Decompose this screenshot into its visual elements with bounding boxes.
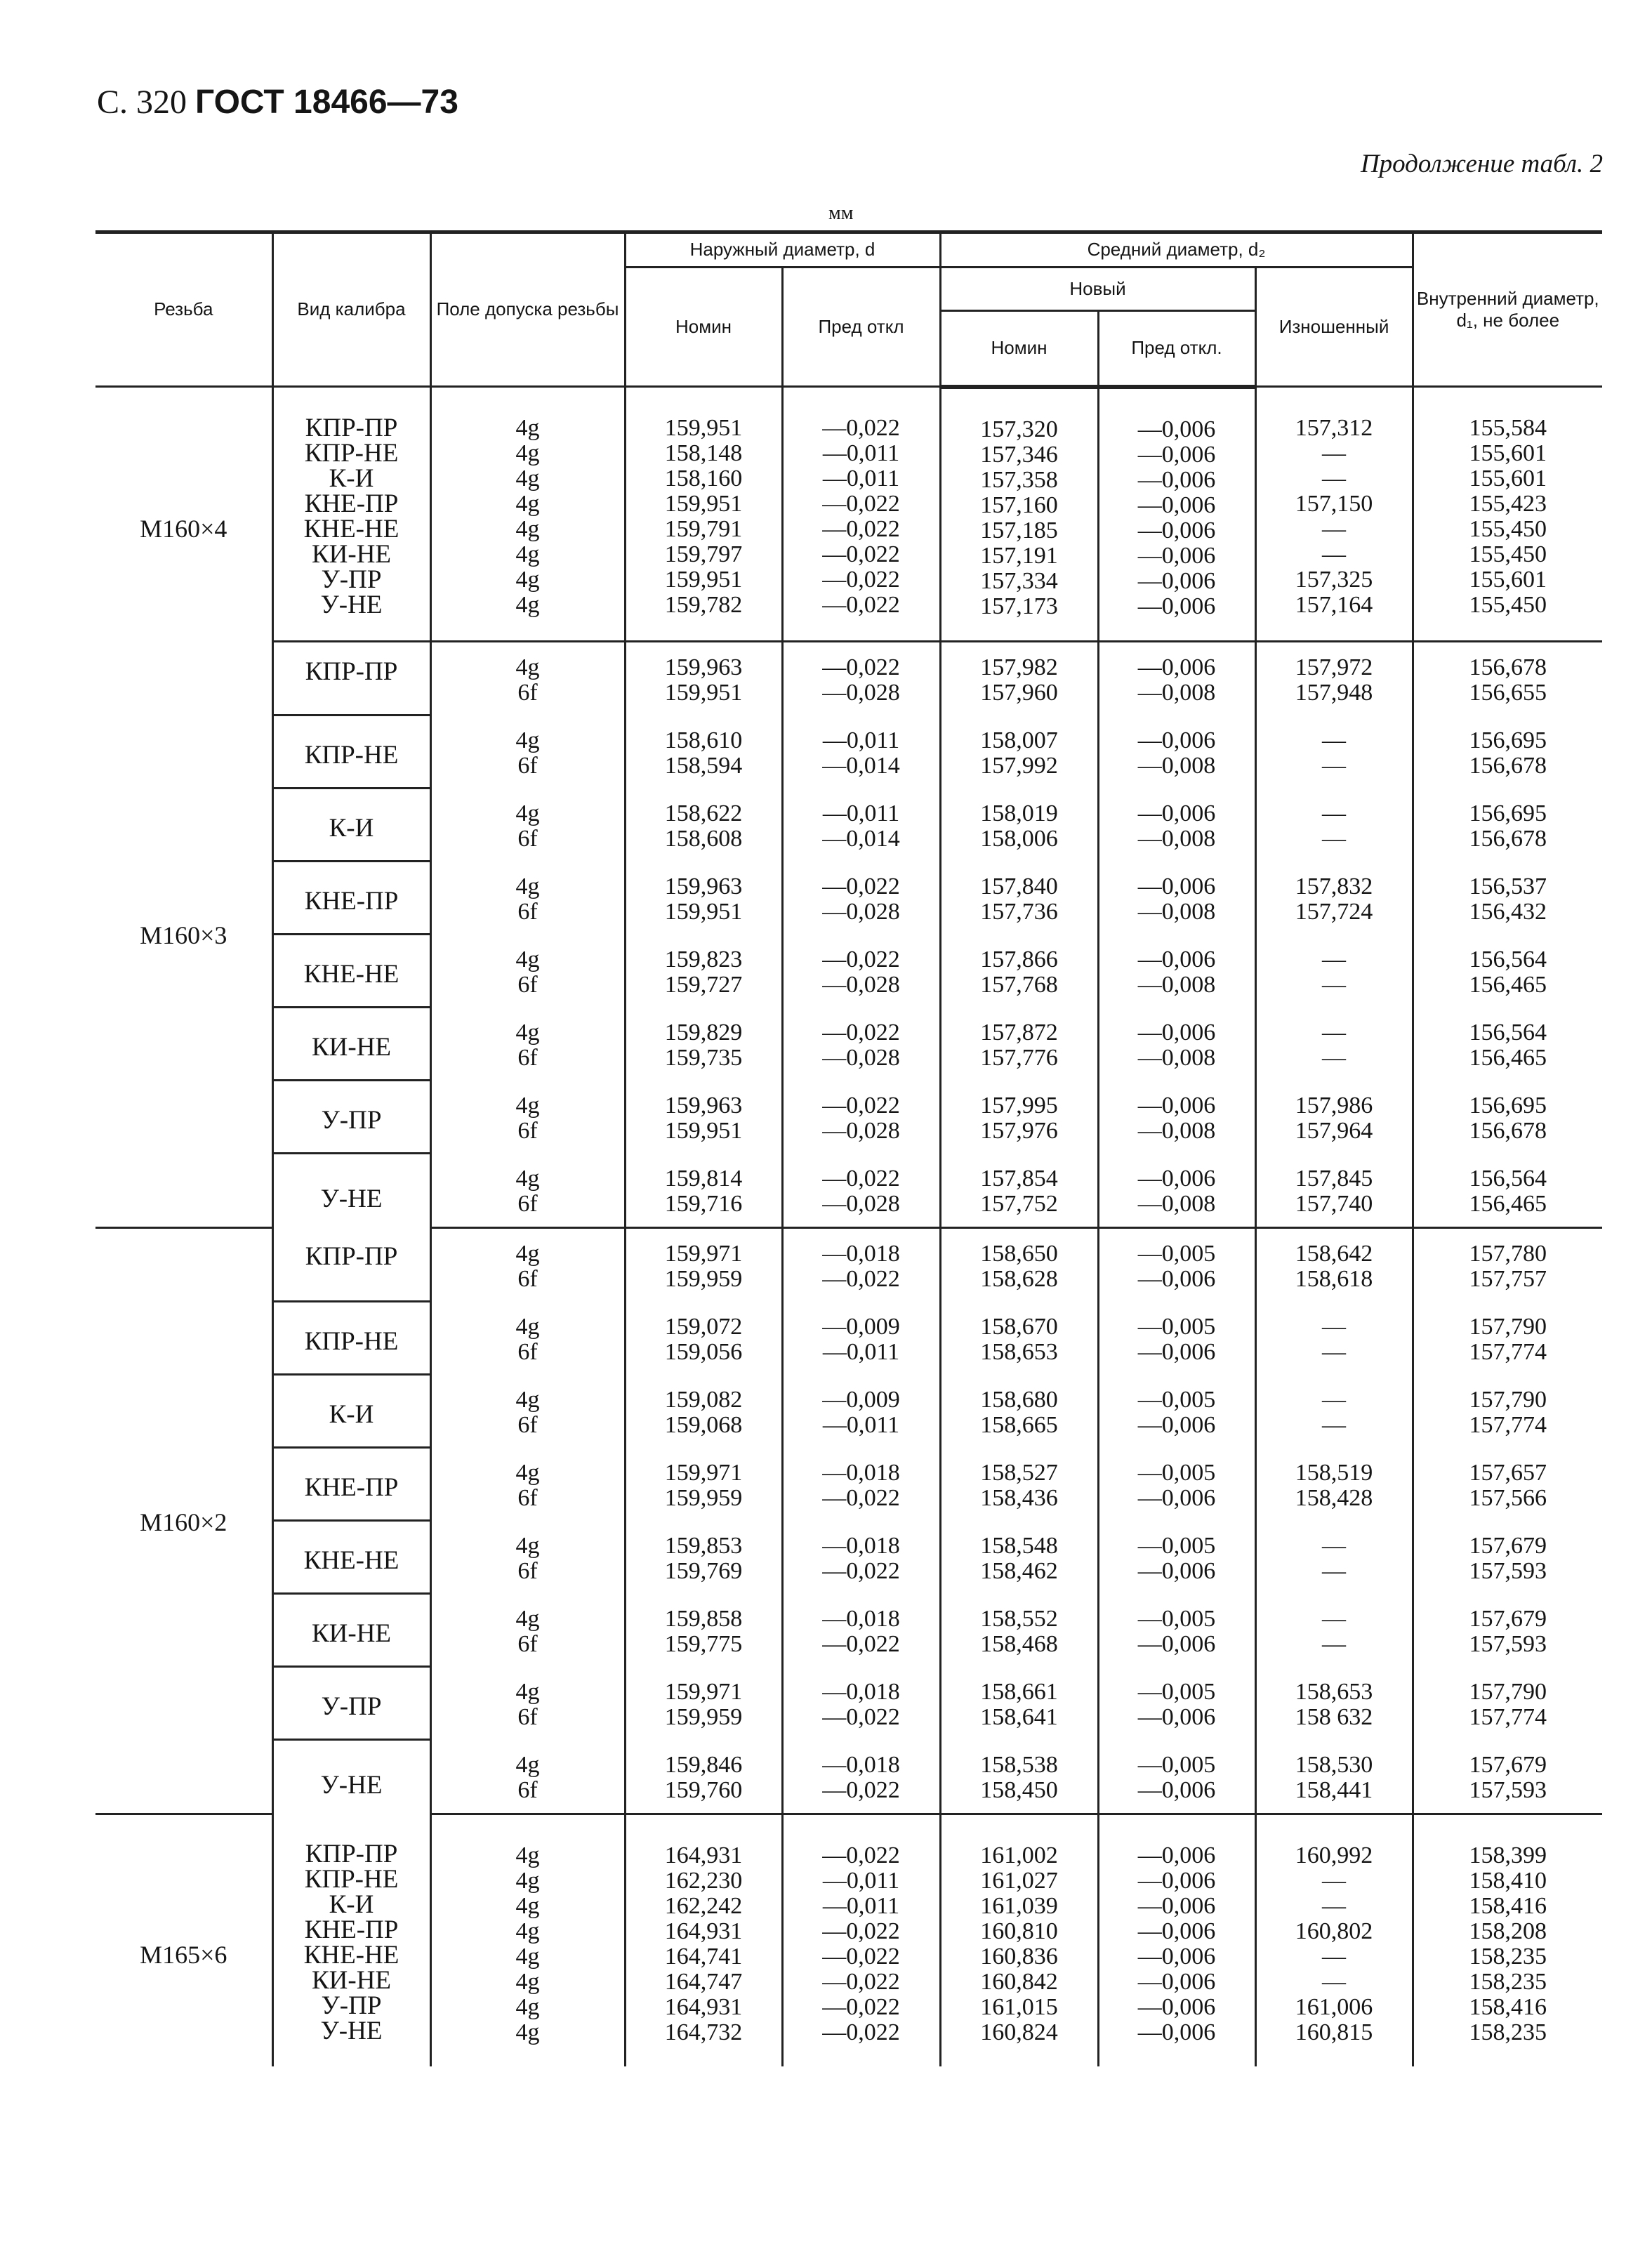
worn-cell: — — xyxy=(1255,789,1413,862)
pitch-deviation-cell: —0,005 —0,006 xyxy=(1098,1667,1255,1740)
gauge-type-cell: У-НЕ xyxy=(272,1154,430,1228)
inner-diameter-cell: 156,564 156,465 xyxy=(1413,935,1602,1008)
table-row xyxy=(95,935,1602,1008)
outer-nominal-cell: 158,622 158,608 xyxy=(625,789,782,862)
pitch-deviation-cell: —0,006 —0,008 xyxy=(1098,862,1255,935)
table-row xyxy=(95,1521,1602,1594)
outer-nominal-cell: 159,814 159,716 xyxy=(625,1154,782,1228)
tolerance-cell: 4g 6f xyxy=(430,1227,625,1302)
inner-diameter-cell: 157,790 157,774 xyxy=(1413,1667,1602,1740)
worn-cell: 157,832 157,724 xyxy=(1255,862,1413,935)
table-row xyxy=(95,1667,1602,1740)
outer-nominal-cell: 159,823 159,727 xyxy=(625,935,782,1008)
inner-diameter-cell: 157,780 157,757 xyxy=(1413,1227,1602,1302)
inner-diameter-cell: 157,679 157,593 xyxy=(1413,1521,1602,1594)
table-row xyxy=(95,862,1602,935)
outer-nominal-cell: 159,971 159,959 xyxy=(625,1448,782,1521)
page-number: С. 320 xyxy=(97,84,187,121)
inner-diameter-cell: 156,695 156,678 xyxy=(1413,789,1602,862)
outer-deviation-cell: —0,009 —0,011 xyxy=(782,1375,940,1448)
inner-diameter-cell: 158,399 158,410 158,416 158,208 158,235 158,235 158,416 158,235 xyxy=(1413,1814,1602,2066)
pitch-nominal-cell: 158,670 158,653 xyxy=(940,1302,1098,1375)
table-row xyxy=(95,1008,1602,1081)
worn-cell: — — xyxy=(1255,715,1413,789)
gauge-type-cell: КПР-ПР КПР-НЕ К-И КНЕ-ПР КНЕ-НЕ КИ-НЕ У-ПР У-НЕ xyxy=(272,1814,430,2066)
table-row xyxy=(95,1227,1602,1302)
inner-diameter-cell: 157,657 157,566 xyxy=(1413,1448,1602,1521)
tolerance-cell: 4g 6f xyxy=(430,1594,625,1667)
gauge-type-cell: КПР-ПР xyxy=(272,1227,430,1302)
pitch-deviation-cell: —0,006 —0,008 xyxy=(1098,641,1255,715)
tolerance-cell: 4g 6f xyxy=(430,1521,625,1594)
col-new: Новый xyxy=(940,268,1255,311)
pitch-deviation-cell: —0,006 —0,006 —0,006 —0,006 —0,006 —0,006 —0,006 —0,006 xyxy=(1098,387,1255,642)
standard-title: ГОСТ 18466—73 xyxy=(195,84,458,121)
col-outer-nominal: Номин xyxy=(625,268,782,387)
tolerance-cell: 4g 4g 4g 4g 4g 4g 4g 4g xyxy=(430,387,625,642)
gauge-type-cell: КПР-ПР xyxy=(272,641,430,715)
outer-deviation-cell: —0,018 —0,022 xyxy=(782,1448,940,1521)
pitch-deviation-cell: —0,005 —0,006 xyxy=(1098,1302,1255,1375)
inner-diameter-cell: 156,678 156,655 xyxy=(1413,641,1602,715)
outer-nominal-cell: 159,082 159,068 xyxy=(625,1375,782,1448)
pitch-deviation-cell: —0,005 —0,006 xyxy=(1098,1375,1255,1448)
worn-cell: 157,312 — — 157,150 — — 157,325 157,164 xyxy=(1255,387,1413,642)
gauge-type-cell: КНЕ-ПР xyxy=(272,1448,430,1521)
table-row xyxy=(95,1375,1602,1448)
gauge-type-cell: У-НЕ xyxy=(272,1740,430,1814)
tolerance-cell: 4g 6f xyxy=(430,1081,625,1154)
col-inner-diameter: Внутренний диаметр, d₁, не более xyxy=(1413,232,1602,387)
outer-deviation-cell: —0,022 —0,028 xyxy=(782,1008,940,1081)
worn-cell: 158,653 158 632 xyxy=(1255,1667,1413,1740)
inner-diameter-cell: 157,679 157,593 xyxy=(1413,1594,1602,1667)
inner-diameter-cell: 157,679 157,593 xyxy=(1413,1740,1602,1814)
inner-diameter-cell: 156,695 156,678 xyxy=(1413,1081,1602,1154)
pitch-nominal-cell: 157,840 157,736 xyxy=(940,862,1098,935)
table-body xyxy=(95,387,1602,2066)
col-thread: Резьба xyxy=(95,232,272,387)
tolerance-cell: 4g 6f xyxy=(430,935,625,1008)
col-outer-deviation: Пред откл xyxy=(782,268,940,387)
outer-nominal-cell: 159,963 159,951 xyxy=(625,862,782,935)
gauge-type-cell: КНЕ-НЕ xyxy=(272,935,430,1008)
inner-diameter-cell: 157,790 157,774 xyxy=(1413,1302,1602,1375)
pitch-nominal-cell: 158,548 158,462 xyxy=(940,1521,1098,1594)
unit-label: мм xyxy=(828,202,854,224)
gauge-type-cell: У-ПР xyxy=(272,1081,430,1154)
pitch-nominal-cell: 158,680 158,665 xyxy=(940,1375,1098,1448)
pitch-deviation-cell: —0,006 —0,008 xyxy=(1098,1008,1255,1081)
outer-deviation-cell: —0,018 —0,022 xyxy=(782,1667,940,1740)
pitch-nominal-cell: 157,995 157,976 xyxy=(940,1081,1098,1154)
pitch-nominal-cell: 158,007 157,992 xyxy=(940,715,1098,789)
table-row xyxy=(95,1448,1602,1521)
table-row xyxy=(95,1154,1602,1228)
pitch-nominal-cell: 158,019 158,006 xyxy=(940,789,1098,862)
outer-nominal-cell: 164,931 162,230 162,242 164,931 164,741 164,747 164,931 164,732 xyxy=(625,1814,782,2066)
gauge-type-cell: К-И xyxy=(272,1375,430,1448)
pitch-deviation-cell: —0,006 —0,008 xyxy=(1098,1154,1255,1228)
pitch-deviation-cell: —0,006 —0,008 xyxy=(1098,715,1255,789)
thread-cell: M160×3 xyxy=(95,641,272,1227)
col-outer-diameter: Наружный диаметр, d xyxy=(625,232,940,268)
pitch-nominal-cell: 158,538 158,450 xyxy=(940,1740,1098,1814)
gauge-type-cell: КПР-НЕ xyxy=(272,715,430,789)
worn-cell: 157,986 157,964 xyxy=(1255,1081,1413,1154)
thread-gauge-table xyxy=(95,230,1602,2066)
tolerance-cell: 4g 6f xyxy=(430,1302,625,1375)
table-continuation-label: Продолжение табл. 2 xyxy=(1360,150,1603,178)
outer-nominal-cell: 159,846 159,760 xyxy=(625,1740,782,1814)
pitch-deviation-cell: —0,006 —0,006 —0,006 —0,006 —0,006 —0,006 —0,006 —0,006 xyxy=(1098,1814,1255,2066)
table-row xyxy=(95,1594,1602,1667)
gauge-type-cell: КПР-НЕ xyxy=(272,1302,430,1375)
pitch-nominal-cell: 158,527 158,436 xyxy=(940,1448,1098,1521)
pitch-nominal-cell: 158,650 158,628 xyxy=(940,1227,1098,1302)
worn-cell: 157,845 157,740 xyxy=(1255,1154,1413,1228)
outer-nominal-cell: 159,829 159,735 xyxy=(625,1008,782,1081)
outer-deviation-cell: —0,011 —0,014 xyxy=(782,789,940,862)
tolerance-cell: 4g 6f xyxy=(430,715,625,789)
col-tolerance: Поле допуска резьбы xyxy=(430,232,625,387)
outer-nominal-cell: 159,072 159,056 xyxy=(625,1302,782,1375)
pitch-nominal-cell: 158,552 158,468 xyxy=(940,1594,1098,1667)
outer-nominal-cell: 159,951 158,148 158,160 159,951 159,791 159,797 159,951 159,782 xyxy=(625,387,782,642)
pitch-deviation-cell: —0,006 —0,008 xyxy=(1098,935,1255,1008)
outer-deviation-cell: —0,022 —0,028 xyxy=(782,862,940,935)
outer-deviation-cell: —0,022 —0,028 xyxy=(782,1081,940,1154)
outer-nominal-cell: 158,610 158,594 xyxy=(625,715,782,789)
inner-diameter-cell: 156,695 156,678 xyxy=(1413,715,1602,789)
col-pitch-diameter: Средний диаметр, d₂ xyxy=(940,232,1413,268)
tolerance-cell: 4g 6f xyxy=(430,1740,625,1814)
gauge-type-cell: КПР-ПР КПР-НЕ К-И КНЕ-ПР КНЕ-НЕ КИ-НЕ У-ПР У-НЕ xyxy=(272,387,430,642)
outer-nominal-cell: 159,963 159,951 xyxy=(625,1081,782,1154)
worn-cell: — — xyxy=(1255,1375,1413,1448)
pitch-nominal-cell: 161,002 161,027 161,039 160,810 160,836 160,842 161,015 160,824 xyxy=(940,1814,1098,2066)
table-container xyxy=(95,230,1602,2066)
gauge-type-cell: КИ-НЕ xyxy=(272,1594,430,1667)
table-row xyxy=(95,1081,1602,1154)
gauge-type-cell: КНЕ-НЕ xyxy=(272,1521,430,1594)
col-gauge-type: Вид калибра xyxy=(272,232,430,387)
outer-deviation-cell: —0,018 —0,022 xyxy=(782,1594,940,1667)
table-row xyxy=(95,1814,1602,2066)
outer-deviation-cell: —0,022 —0,028 xyxy=(782,641,940,715)
pitch-nominal-cell: 157,320 157,346 157,358 157,160 157,185 157,191 157,334 157,173 xyxy=(940,387,1098,642)
gauge-type-cell: КИ-НЕ xyxy=(272,1008,430,1081)
outer-nominal-cell: 159,971 159,959 xyxy=(625,1227,782,1302)
worn-cell: 157,972 157,948 xyxy=(1255,641,1413,715)
outer-deviation-cell: —0,022 —0,028 xyxy=(782,1154,940,1228)
worn-cell: 158,519 158,428 xyxy=(1255,1448,1413,1521)
worn-cell: — — xyxy=(1255,1521,1413,1594)
inner-diameter-cell: 155,584 155,601 155,601 155,423 155,450 155,450 155,601 155,450 xyxy=(1413,387,1602,642)
pitch-deviation-cell: —0,005 —0,006 xyxy=(1098,1740,1255,1814)
inner-diameter-cell: 156,537 156,432 xyxy=(1413,862,1602,935)
pitch-deviation-cell: —0,005 —0,006 xyxy=(1098,1227,1255,1302)
tolerance-cell: 4g 6f xyxy=(430,789,625,862)
tolerance-cell: 4g 6f xyxy=(430,1448,625,1521)
tolerance-cell: 4g 6f xyxy=(430,1154,625,1228)
gauge-type-cell: У-ПР xyxy=(272,1667,430,1740)
table-row xyxy=(95,715,1602,789)
thread-cell: M160×2 xyxy=(95,1227,272,1814)
pitch-deviation-cell: —0,006 —0,008 xyxy=(1098,1081,1255,1154)
table-row xyxy=(95,789,1602,862)
worn-cell: 160,992 — — 160,802 — — 161,006 160,815 xyxy=(1255,1814,1413,2066)
pitch-deviation-cell: —0,005 —0,006 xyxy=(1098,1594,1255,1667)
pitch-deviation-cell: —0,005 —0,006 xyxy=(1098,1521,1255,1594)
outer-deviation-cell: —0,022 —0,028 xyxy=(782,935,940,1008)
pitch-deviation-cell: —0,005 —0,006 xyxy=(1098,1448,1255,1521)
col-pitch-nominal: Номин xyxy=(940,311,1098,387)
outer-nominal-cell: 159,853 159,769 xyxy=(625,1521,782,1594)
worn-cell: — — xyxy=(1255,1008,1413,1081)
outer-nominal-cell: 159,858 159,775 xyxy=(625,1594,782,1667)
outer-deviation-cell: —0,011 —0,014 xyxy=(782,715,940,789)
worn-cell: 158,530 158,441 xyxy=(1255,1740,1413,1814)
thread-cell: M165×6 xyxy=(95,1814,272,2066)
table-row xyxy=(95,1740,1602,1814)
col-pitch-deviation: Пред откл. xyxy=(1098,311,1255,387)
col-worn: Изношенный xyxy=(1255,268,1413,387)
tolerance-cell: 4g 6f xyxy=(430,1008,625,1081)
outer-deviation-cell: —0,018 —0,022 xyxy=(782,1740,940,1814)
inner-diameter-cell: 157,790 157,774 xyxy=(1413,1375,1602,1448)
worn-cell: — — xyxy=(1255,1594,1413,1667)
pitch-nominal-cell: 157,872 157,776 xyxy=(940,1008,1098,1081)
page-header xyxy=(97,83,458,121)
outer-nominal-cell: 159,963 159,951 xyxy=(625,641,782,715)
outer-deviation-cell: —0,018 —0,022 xyxy=(782,1227,940,1302)
worn-cell: — — xyxy=(1255,1302,1413,1375)
tolerance-cell: 4g 6f xyxy=(430,1667,625,1740)
table-row xyxy=(95,1302,1602,1375)
tolerance-cell: 4g 6f xyxy=(430,862,625,935)
pitch-nominal-cell: 157,982 157,960 xyxy=(940,641,1098,715)
pitch-nominal-cell: 157,866 157,768 xyxy=(940,935,1098,1008)
table-row xyxy=(95,387,1602,642)
inner-diameter-cell: 156,564 156,465 xyxy=(1413,1008,1602,1081)
outer-deviation-cell: —0,018 —0,022 xyxy=(782,1521,940,1594)
gauge-type-cell: К-И xyxy=(272,789,430,862)
outer-deviation-cell: —0,022 —0,011 —0,011 —0,022 —0,022 —0,022 —0,022 —0,022 xyxy=(782,1814,940,2066)
tolerance-cell: 4g 6f xyxy=(430,641,625,715)
worn-cell: 158,642 158,618 xyxy=(1255,1227,1413,1302)
pitch-nominal-cell: 157,854 157,752 xyxy=(940,1154,1098,1228)
pitch-nominal-cell: 158,661 158,641 xyxy=(940,1667,1098,1740)
outer-nominal-cell: 159,971 159,959 xyxy=(625,1667,782,1740)
outer-deviation-cell: —0,022 —0,011 —0,011 —0,022 —0,022 —0,022 —0,022 —0,022 xyxy=(782,387,940,642)
inner-diameter-cell: 156,564 156,465 xyxy=(1413,1154,1602,1228)
outer-deviation-cell: —0,009 —0,011 xyxy=(782,1302,940,1375)
gauge-type-cell: КНЕ-ПР xyxy=(272,862,430,935)
worn-cell: — — xyxy=(1255,935,1413,1008)
thread-cell: M160×4 xyxy=(95,387,272,642)
table-row xyxy=(95,641,1602,715)
tolerance-cell: 4g 6f xyxy=(430,1375,625,1448)
tolerance-cell: 4g 4g 4g 4g 4g 4g 4g 4g xyxy=(430,1814,625,2066)
pitch-deviation-cell: —0,006 —0,008 xyxy=(1098,789,1255,862)
